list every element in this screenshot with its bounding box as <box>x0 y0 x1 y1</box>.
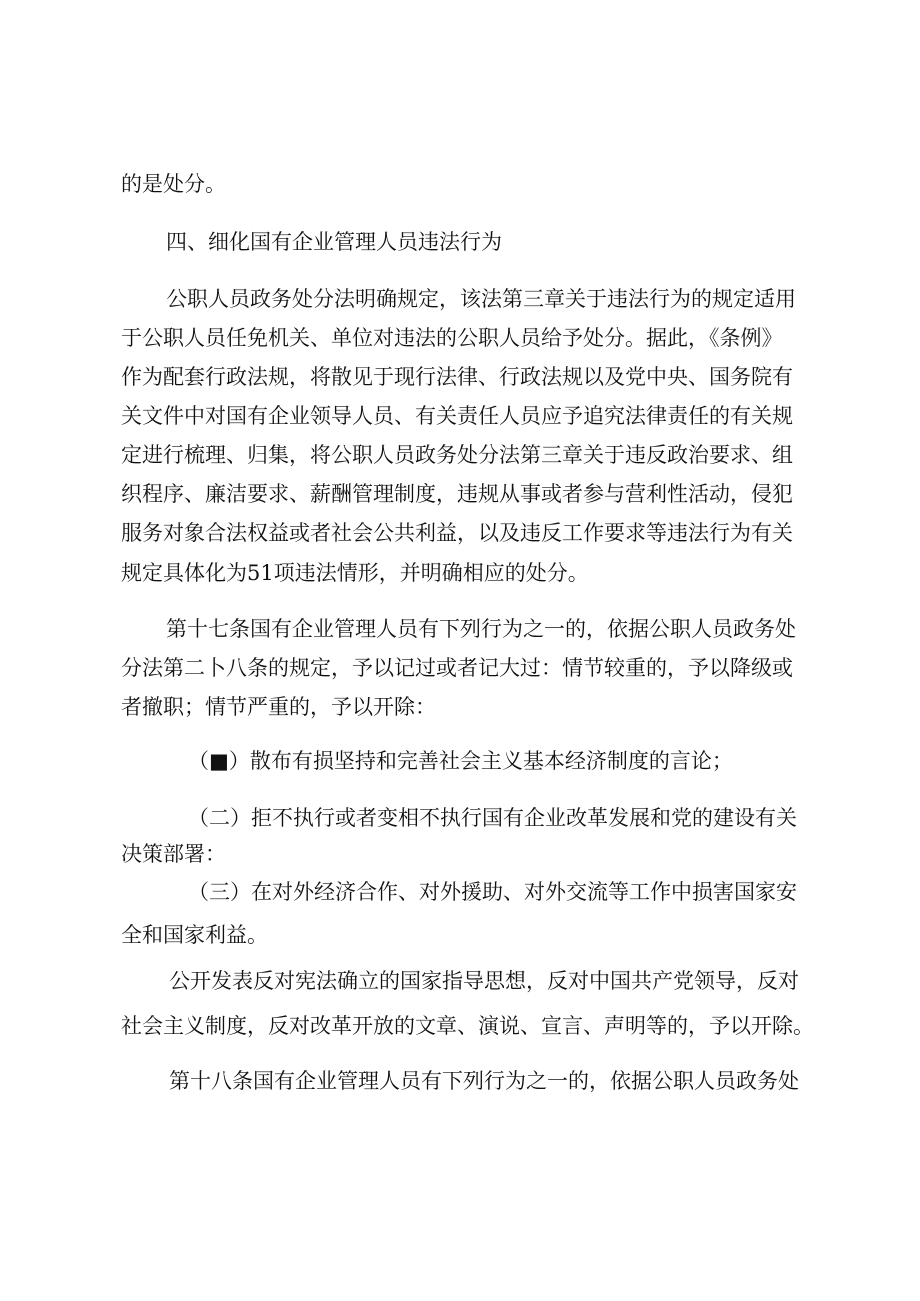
list-item-line: 全和国家利益。 <box>121 923 268 947</box>
list-item-line: 决策部署： <box>121 842 226 866</box>
body-text-line: 社会主义制度，反对改革开放的文章、演说、宣言、声明等的，予以开除。 <box>121 1014 814 1038</box>
list-item-line: （三）在对外经济合作、对外援助、对外交流等工作中损害国家安 <box>188 880 797 904</box>
article-text-line: 第十七条国有企业管理人员有下列行为之一的，依据公职人员政务处 <box>166 617 796 641</box>
body-text-line: 的是处分。 <box>121 172 226 196</box>
body-text-line: 服务对象合法权益或者社会公共利益，以及违反工作要求等违法行为有关 <box>121 521 793 545</box>
body-text-line: 织程序、廉洁要求、薪酬管理制度，违规从事或者参与营利性活动，侵犯 <box>121 482 793 506</box>
body-text-line: 关文件中对国有企业领导人员、有关责任人员应予追究法律责任的有关规 <box>121 404 793 428</box>
body-text-line: 定进行梳理、归集，将公职人员政务处分法第三章关于违反政治要求、组 <box>121 443 793 467</box>
body-text-line: 公职人员政务处分法明确规定，该法第三章关于违法行为的规定适用 <box>166 287 796 311</box>
article-text-line: 分法第二卜八条的规定，予以记过或者记大过：情节较重的，予以降级或 <box>121 656 793 680</box>
article-text-line: 第十八条国有企业管理人员有下列行为之一的，依据公职人员政务处 <box>169 1069 799 1093</box>
section-heading: 四、细化国有企业管理人员违法行为 <box>166 230 502 254</box>
body-text-line: 公开发表反对宪法确立的国家指导思想，反对中国共产党领导，反对 <box>169 969 799 993</box>
list-item-line: （■）散布有损坚持和完善社会主义基本经济制度的言论； <box>188 749 733 773</box>
body-text-line: 规定具体化为51项违法情形，并明确相应的处分。 <box>121 561 589 585</box>
list-item-line: （二）拒不执行或者变相不执行国有企业改革发展和党的建设有关 <box>188 806 797 830</box>
body-text-line: 作为配套行政法规，将散见于现行法律、行政法规以及党中央、国务院有 <box>121 365 793 389</box>
article-text-line: 者撤职；情节严重的，予以开除： <box>121 695 436 719</box>
body-text-line: 于公职人员任免机关、单位对违法的公职人员给予处分。据此，《条例》 <box>121 326 783 350</box>
